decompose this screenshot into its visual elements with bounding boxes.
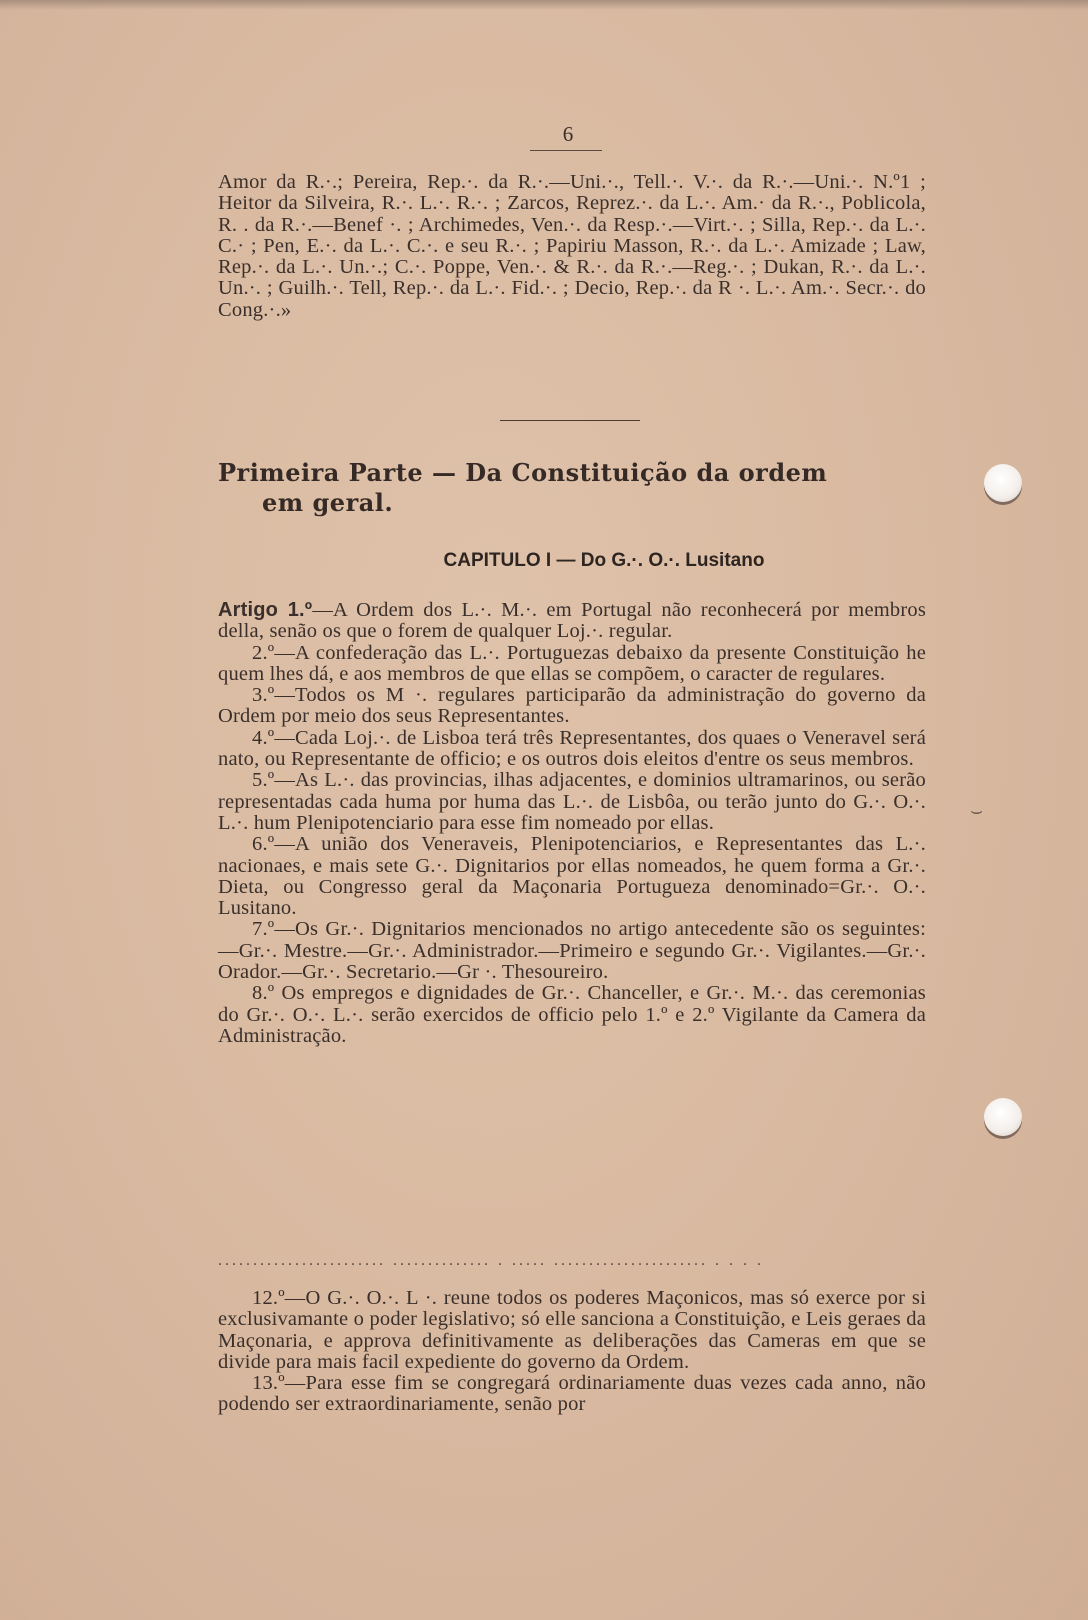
- part-title: [218, 458, 926, 518]
- article-6: 6.º—A união dos Veneraveis, Plenipotenciarios, e Representantes das L.·. nacionaes, e mais sete G.·. Dignitarios por ellas nomeados, he quem forma a Gr.·. Dieta, ou Congresso geral da Maçonaria Portugueza denominado=Gr.·. O.·. Lusitano.: [218, 833, 926, 920]
- section-divider: [500, 420, 640, 421]
- punch-hole-bottom: [984, 1098, 1022, 1136]
- intro-paragraph: Amor da R.·.; Pereira, Rep.·. da R.·.—Uni.·., Tell.·. V.·. da R.·.—Uni.·. N.º1 ; Heitor da Silveira, R.·. L.·. R.·. ; Zarcos, Reprez.·. da L.·. Am.· da R.·., Poblicola, R. . da R.·.—Benef ·. ; Archimedes, Ven.·. da Resp.·.—Virt.·. ; Silla, Rep.·. da L.·. C.· ; Pen, E.·. da L.·. C.·. e seu R.·. ; Papiriu Masson, R.·. da L.·. Amizade ; Law, Rep.·. da L.·. Un.·.; C.·. Poppe, Ven.·. & R.·. da R.·.—Reg.·. ; Dukan, R.·. da L.·. Un.·. ; Guilh.·. Tell, Rep.·. da L.·. Fid.·. ; Decio, Rep.·. da R ·. L.·. Am.·. Secr.·. do Cong.·.»: [218, 171, 926, 321]
- article-2: 2.º—A confederação das L.·. Portuguezas debaixo da presente Constituição he quem lhes dá, e aos membros de que ellas se compõem, o caracter de regulares.: [218, 641, 926, 685]
- article-label: Artigo 1.º: [218, 599, 313, 621]
- article-4: 4.º—Cada Loj.·. de Lisboa terá três Representantes, dos quaes o Veneravel será nato, ou Representante de officio; e os outros dois eleitos d'entre os seus membros.: [218, 726, 926, 771]
- page-number: 6: [562, 122, 574, 146]
- article-3: 3.º—Todos os M ·. regulares participarão da administração do governo da Ordem por meio dos seus Representantes.: [218, 684, 926, 728]
- page-number-rule: [530, 150, 602, 151]
- chapter-heading: CAPITULO I — Do G.·. O.·. Lusitano: [443, 550, 765, 571]
- ellipsis-line: ........................ .............. . ..... ...................... . . . .: [218, 1252, 764, 1269]
- article-7: 7.º—Os Gr.·. Dignitarios mencionados no artigo antecedente são os seguintes:—Gr.·. Mestre.—Gr.·. Administrador.—Primeiro e segundo Gr.·. Vigilantes.—Gr.·. Orador.—Gr.·. Secretario.—Gr ·. Thesoureiro.: [218, 918, 926, 984]
- articles-block-2: [218, 1288, 926, 1416]
- article-13: 13.º—Para esse fim se congregará ordinariamente duas vezes cada anno, não podendo ser extraordinariamente, senão por: [218, 1372, 926, 1416]
- article-5: 5.º—As L.·. das provincias, ilhas adjacentes, e dominios ultramarinos, ou serão representadas cada huma por huma das L.·. de Lisbôa, ou terão junto do G.·. O.·. L.·. hum Plenipotenciario para esse fim nomeado por ellas.: [218, 769, 926, 834]
- article-8: 8.º Os empregos e dignidades de Gr.·. Chanceller, e Gr.·. M.·. das ceremonias do Gr.·. O.·. L.·. serão exercidos de officio pelo 1.º e 2.º Vigilante da Camera da Administração.: [218, 982, 926, 1047]
- article-12: 12.º—O G.·. O.·. L ·. reune todos os poderes Maçonicos, mas só exerce por si exclusivamante o poder legislativo; só elle sanciona a Constituição, e Leis geraes da Maçonaria, e approva definitivamente as deliberações das Cameras em que se divide para mais facil expediente do governo da Ordem.: [218, 1287, 926, 1373]
- articles-block-1: [218, 600, 926, 1047]
- margin-mark: ⌣: [970, 800, 984, 822]
- article-1: Artigo 1.º—A Ordem dos L.·. M.·. em Portugal não reconhecerá por membros della, senão os que o forem de qualquer Loj.·. regular.: [218, 599, 927, 643]
- part-title-line-2: em geral.: [262, 488, 394, 517]
- part-title-line-1: Primeira Parte — Da Constituição da ordem: [218, 458, 828, 487]
- page-top-edge: [0, 0, 1088, 10]
- punch-hole-top: [984, 464, 1022, 502]
